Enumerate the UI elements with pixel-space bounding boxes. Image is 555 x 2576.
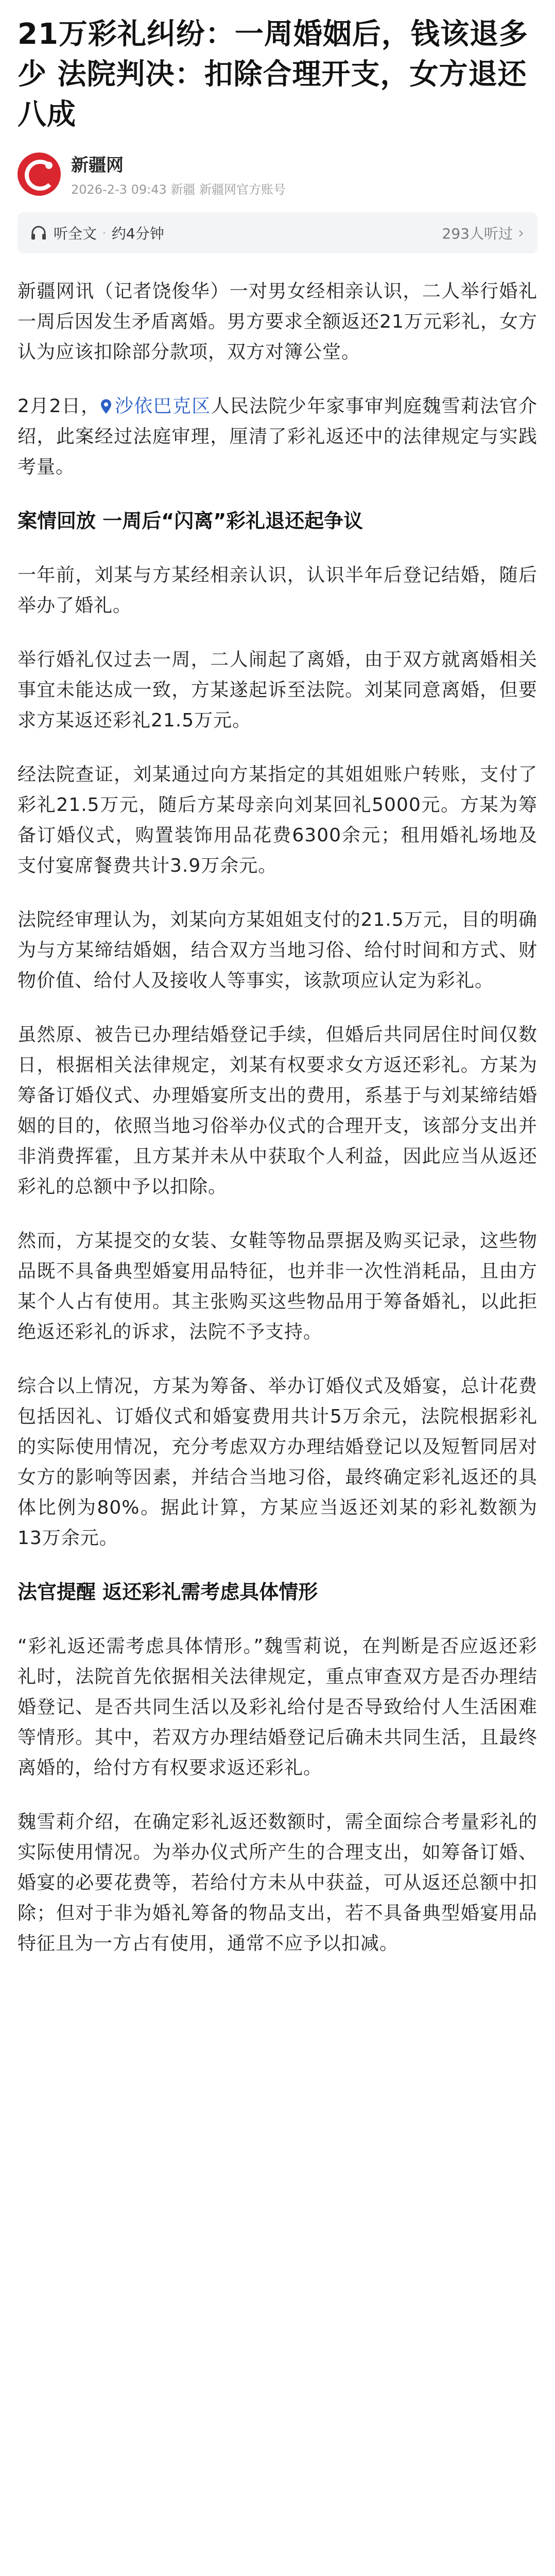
headphone-icon xyxy=(31,226,46,240)
location-pin-icon xyxy=(100,399,112,414)
spacer xyxy=(0,536,555,560)
listen-full-text-bar[interactable] xyxy=(18,212,537,253)
section-heading-reminder: 法官提醒 返还彩礼需考虑具体情形 xyxy=(18,1581,318,1603)
spacer xyxy=(0,482,555,506)
source-name[interactable]: 新疆网 xyxy=(71,155,124,176)
logo-dot xyxy=(45,162,53,169)
source-meta: 2026-2-3 09:43 新疆 新疆网官方账号 xyxy=(71,182,286,197)
chevron-right-icon: › xyxy=(518,224,524,242)
paragraph-7: 虽然原、被告已办理结婚登记手续，但婚后共同居住时间仅数日，根据相关法律规定，刘某有权要求女方返还彩礼。方某为筹备订婚仪式、办理婚宴所支出的费用，系基于与刘某缔结婚姻的目的，依照当地习俗举办仪式的合理开支，该部分支出并非消费挥霍，且方某并未从中获取个人利益，因此应当从返还彩礼的总额中予以扣除。 xyxy=(18,1024,537,1197)
spacer xyxy=(0,996,555,1020)
spacer xyxy=(0,1347,555,1371)
spacer xyxy=(0,1783,555,1807)
paragraph-2-prefix: 2月2日， xyxy=(18,396,100,417)
xinjiang-net-logo[interactable] xyxy=(18,152,61,196)
paragraph-3: 一年前，刘某与方某经相亲认识，认识半年后登记结婚，随后举办了婚礼。 xyxy=(18,565,537,616)
paragraph-2-rest: 人民法院少年家事审判庭魏雪莉法官介绍，此案经过法庭审理，厘清了彩礼返还中的法律规定与实践考量。 xyxy=(18,396,537,478)
listen-label: 听全文 xyxy=(54,225,97,242)
spacer xyxy=(0,1202,555,1226)
section-heading-case: 案情回放 一周后“闪离”彩礼退还起争议 xyxy=(18,510,363,532)
spacer xyxy=(0,367,555,391)
source-bar xyxy=(0,135,555,199)
paragraph-9: 综合以上情况，方某为筹备、举办订婚仪式及婚宴，总计花费包括因礼、订婚仪式和婚宴费用共计5万余元，法院根据彩礼的实际使用情况，充分考虑双方办理结婚登记以及短暂同居对女方的影响等因素，并结合当地习俗，最终确定彩礼返还的具体比例为80%。据此计算，方某应当返还刘某的彩礼数额为13万余元。 xyxy=(18,1376,537,1549)
location-link[interactable] xyxy=(100,396,211,417)
paragraph-6: 法院经审理认为，刘某向方某姐姐支付的21.5万元，目的明确为与方某缔结婚姻，结合双方当地习俗、给付时间和方式、财物价值、给付人及接收人等事实，该款项应认定为彩礼。 xyxy=(18,909,537,991)
spacer xyxy=(0,736,555,759)
audio-separator: · xyxy=(102,224,107,242)
paragraph-10: “彩礼返还需考虑具体情形。”魏雪莉说，在判断是否应返还彩礼时，法院首先依据相关法律规定，重点审查双方是否办理结婚登记、是否共同生活以及彩礼给付是否导致给付人生活困难等情形。其中，若双方办理结婚登记后确未共同生活，且最终离婚的，给付方有权要求返还彩礼。 xyxy=(18,1636,537,1778)
spacer xyxy=(0,1553,555,1577)
source-info xyxy=(71,151,286,197)
listener-count: 293人听过 xyxy=(442,225,513,242)
paragraph-5: 经法院查证，刘某通过向方某指定的其姐姐账户转账，支付了彩礼21.5万元，随后方某母亲向刘某回礼5000元。方某为筹备订婚仪式，购置装饰用品花费6300余元；租用婚礼场地及支付宴席餐费共计3.9万余元。 xyxy=(18,764,537,876)
spacer xyxy=(0,621,555,645)
spacer xyxy=(0,1607,555,1631)
paragraph-11: 魏雪莉介绍，在确定彩礼返还数额时，需全面综合考量彩礼的实际使用情况。为举办仪式所产生的合理支出，如筹备订婚、婚宴的必要花费等，若给付方未从中获益，可从返还总额中扣除；但对于非为婚礼筹备的物品支出，若不具备典型婚宴用品特征且为一方占有使用，通常不应予以扣减。 xyxy=(18,1811,537,1954)
article-title: 21万彩礼纠纷：一周婚姻后，钱该退多少 法院判决：扣除合理开支，女方退还八成 xyxy=(18,18,528,131)
spacer xyxy=(0,881,555,905)
paragraph-1: 新疆网讯（记者饶俊华）一对男女经相亲认识，二人举行婚礼一周后因发生矛盾离婚。男方要求全额返还21万元彩礼，女方认为应该扣除部分款项，双方对簿公堂。 xyxy=(18,281,537,363)
location-link-label: 沙依巴克区 xyxy=(114,396,211,417)
paragraph-2 xyxy=(0,391,555,482)
paragraph-4: 举行婚礼仅过去一周，二人闹起了离婚，由于双方就离婚相关事宜未能达成一致，方某遂起诉至法院。刘某同意离婚，但要求方某返还彩礼21.5万元。 xyxy=(18,649,537,731)
spacer xyxy=(0,253,555,276)
paragraph-8: 然而，方某提交的女装、女鞋等物品票据及购买记录，这些物品既不具备典型婚宴用品特征，也并非一次性消耗品，且由方某个人占有使用。其主张购买这些物品用于筹备婚礼，以此拒绝返还彩礼的诉求，法院不予支持。 xyxy=(18,1230,537,1343)
listen-duration: 约4分钟 xyxy=(111,225,164,242)
